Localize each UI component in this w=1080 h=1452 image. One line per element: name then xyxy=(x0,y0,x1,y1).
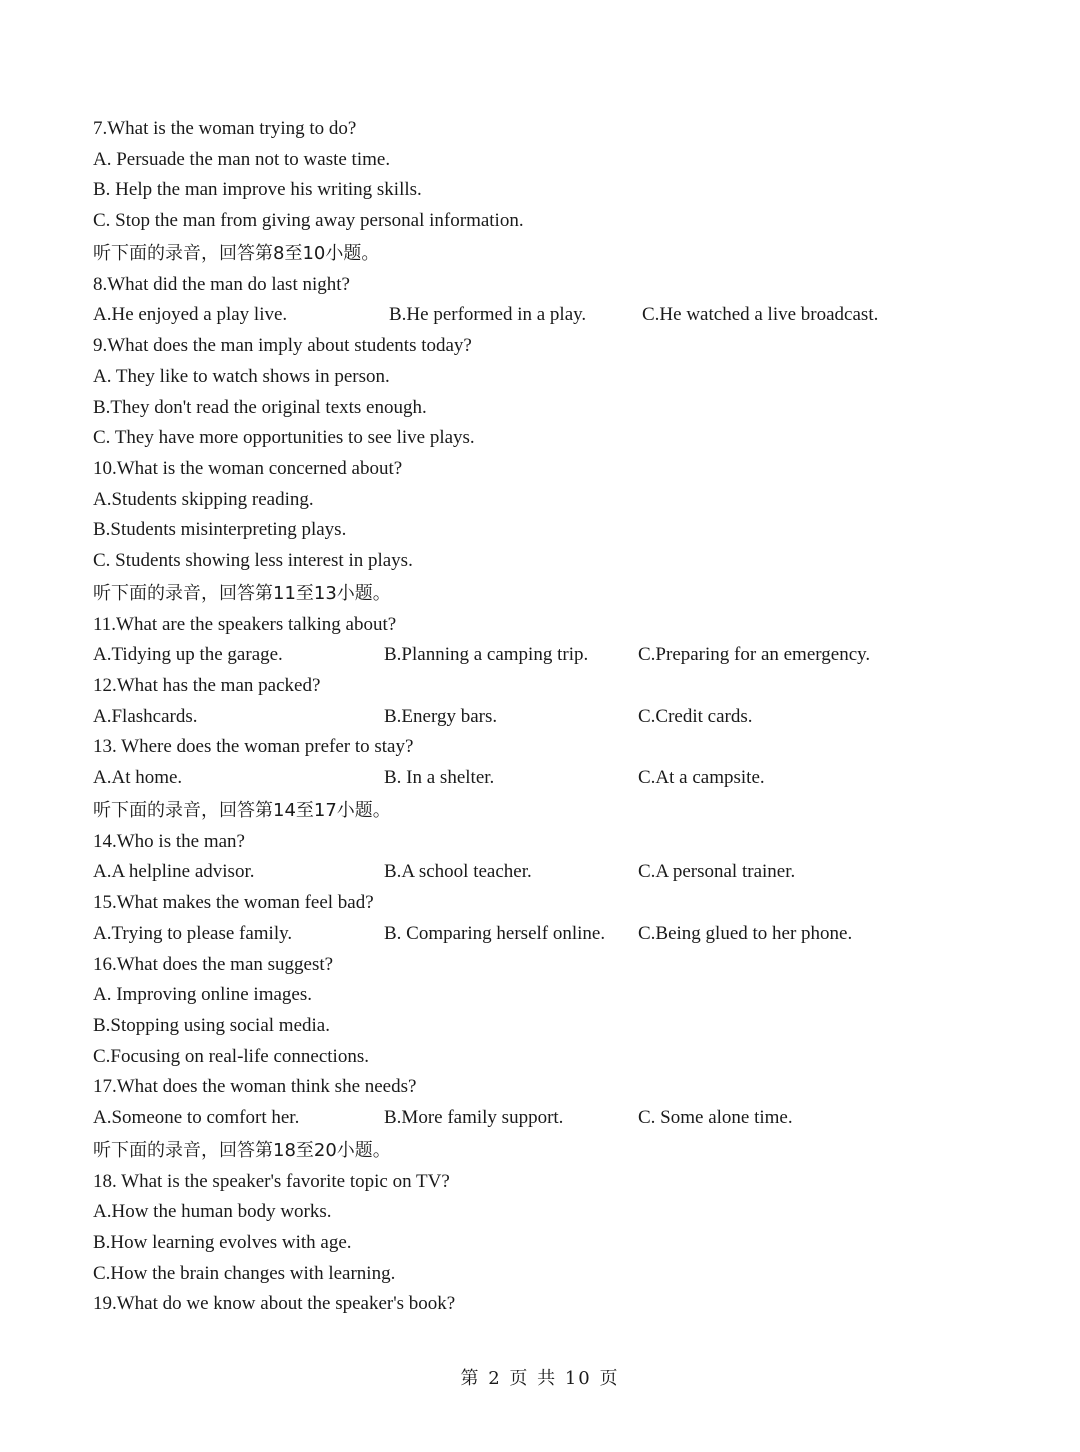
answer-option: A. They like to watch shows in person. xyxy=(93,365,390,387)
question-stem: 10.What is the woman concerned about? xyxy=(93,457,403,479)
answer-option: C.Being glued to her phone. xyxy=(638,922,853,944)
answer-option: B.More family support. xyxy=(384,1106,564,1128)
answer-option: B.Energy bars. xyxy=(384,705,498,727)
answer-options-row xyxy=(93,857,993,888)
answer-option: C.He watched a live broadcast. xyxy=(642,304,879,326)
answer-options-row xyxy=(93,640,993,671)
question-stem: 18. What is the speaker's favorite topic on TV? xyxy=(93,1170,450,1192)
answer-option: A.Someone to comfort her. xyxy=(93,1106,300,1128)
answer-option: A.He enjoyed a play live. xyxy=(93,304,288,326)
question-stem: 8.What did the man do last night? xyxy=(93,273,350,295)
answer-option: C. Stop the man from giving away personal information. xyxy=(93,210,524,232)
answer-option: C. Students showing less interest in plays. xyxy=(93,549,413,571)
answer-option: A. Improving online images. xyxy=(93,984,312,1006)
answer-option: C.A personal trainer. xyxy=(638,861,796,883)
section-instruction: 听下面的录音，回答第14至17小题。 xyxy=(93,799,391,821)
answer-option: C.Preparing for an emergency. xyxy=(638,644,871,666)
answer-option: B.How learning evolves with age. xyxy=(93,1232,352,1253)
answer-option: C.Credit cards. xyxy=(638,705,753,727)
answer-option: A.At home. xyxy=(93,767,183,789)
question-stem: 19.What do we know about the speaker's book? xyxy=(93,1293,456,1315)
section-instruction: 听下面的录音，回答第18至20小题。 xyxy=(93,1139,391,1161)
question-stem: 7.What is the woman trying to do? xyxy=(93,118,357,139)
answer-options-row xyxy=(93,1103,993,1134)
answer-options-row xyxy=(93,702,993,733)
answer-options-row xyxy=(93,763,993,794)
answer-option: C. They have more opportunities to see live plays. xyxy=(93,427,475,449)
answer-option: B.Stopping using social media. xyxy=(93,1014,330,1036)
question-stem: 15.What makes the woman feel bad? xyxy=(93,892,374,914)
answer-option: C. Some alone time. xyxy=(638,1106,793,1128)
question-stem: 13. Where does the woman prefer to stay? xyxy=(93,736,414,758)
question-stem: 12.What has the man packed? xyxy=(93,675,321,696)
answer-option: C.At a campsite. xyxy=(638,767,765,789)
question-stem: 9.What does the man imply about students today? xyxy=(93,335,472,357)
answer-option: A.Tidying up the garage. xyxy=(93,644,283,666)
answer-option: A. Persuade the man not to waste time. xyxy=(93,148,391,170)
answer-option: A.A helpline advisor. xyxy=(93,861,255,883)
answer-option: B. Help the man improve his writing skills. xyxy=(93,179,422,201)
answer-option: A.Students skipping reading. xyxy=(93,488,314,510)
question-stem: 16.What does the man suggest? xyxy=(93,953,334,975)
answer-option: B.Planning a camping trip. xyxy=(384,644,589,666)
answer-option: B. In a shelter. xyxy=(384,767,495,789)
answer-option: A.Trying to please family. xyxy=(93,922,293,944)
answer-option: B. Comparing herself online. xyxy=(384,922,606,944)
answer-options-row xyxy=(93,300,993,331)
section-instruction: 听下面的录音，回答第11至13小题。 xyxy=(93,582,391,604)
question-stem: 14.Who is the man? xyxy=(93,830,245,852)
answer-option: B.They don't read the original texts enough. xyxy=(93,396,427,418)
answer-option: B.Students misinterpreting plays. xyxy=(93,519,347,541)
question-stem: 11.What are the speakers talking about? xyxy=(93,613,397,635)
answer-option: A.How the human body works. xyxy=(93,1201,332,1223)
section-instruction: 听下面的录音，回答第8至10小题。 xyxy=(93,242,380,264)
page-footer: 第 2 页 共 10 页 xyxy=(460,1368,620,1389)
answer-option: C.Focusing on real-life connections. xyxy=(93,1045,369,1067)
question-list xyxy=(93,114,993,1320)
answer-option: C.How the brain changes with learning. xyxy=(93,1262,396,1284)
answer-option: B.He performed in a play. xyxy=(389,304,587,326)
answer-option: B.A school teacher. xyxy=(384,861,532,883)
answer-option: A.Flashcards. xyxy=(93,705,198,727)
answer-options-row xyxy=(93,919,993,950)
question-stem: 17.What does the woman think she needs? xyxy=(93,1076,417,1098)
